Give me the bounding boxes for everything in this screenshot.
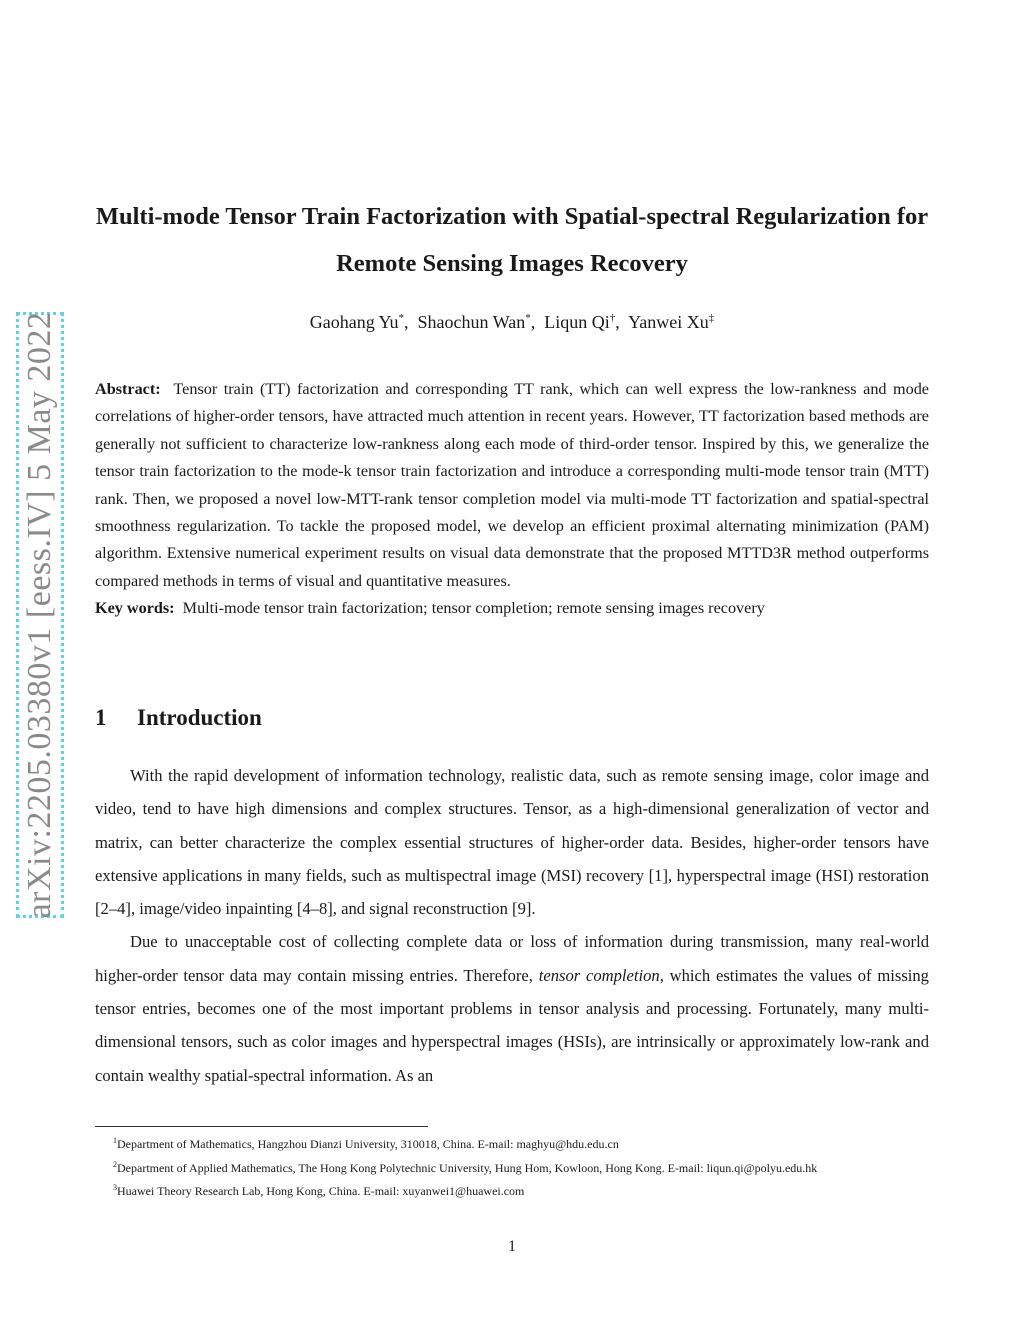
author-mark: *	[398, 312, 405, 324]
abstract-block	[95, 376, 929, 623]
footnote	[95, 1155, 929, 1179]
author-mark: †	[609, 312, 616, 324]
footnote-text: Department of Mathematics, Hangzhou Dianzi University, 310018, China. E-mail: maghyu@hdu.edu.cn	[117, 1137, 619, 1151]
intro-paragraph: With the rapid development of information technology, realistic data, such as remote sensing image, color image and video, tend to have high dimensions and complex structures. Tensor, as a high-dimensional generalization of vector and matrix, can better characterize the complex essential structures of higher-order data. Besides, higher-order tensors have extensive applications in many fields, such as multispectral image (MSI) recovery [1], hyperspectral image (HSI) restoration [2–4], image/video inpainting [4–8], and signal reconstruction [9].	[95, 766, 929, 919]
emphasized-term: tensor completion	[538, 965, 660, 985]
introduction-body	[95, 759, 929, 1092]
footnote-text: Huawei Theory Research Lab, Hong Kong, China. E-mail: xuyanwei1@huawei.com	[117, 1184, 525, 1198]
author-name: Yanwei Xu	[628, 312, 709, 332]
footnotes	[95, 1131, 929, 1202]
footnote	[95, 1131, 929, 1155]
intro-text: , which estimates the values of missing tensor entries, becomes one of the most important problems in tensor analysis and processing. Fortunately, many multi-dimensional tensors, such as color images and hyperspectral images (HSIs), are intrinsically or approximately low-rank and contain wealthy spatial-spectral information. As an	[95, 965, 929, 1085]
author-name: Gaohang Yu	[309, 312, 399, 332]
author-mark: ‡	[708, 312, 715, 324]
footnote-divider	[95, 1126, 428, 1127]
author-name: Liqun Qi	[544, 312, 610, 332]
keywords-text: Multi-mode tensor train factorization; tensor completion; remote sensing images recovery	[182, 599, 765, 618]
abstract-label: Abstract:	[95, 380, 161, 398]
keywords	[95, 595, 929, 622]
footnote-mark: 2	[113, 1159, 117, 1169]
footnote	[95, 1178, 929, 1202]
intro-text: Due to unacceptable cost of collecting complete data or loss of information during transmission, many real-world higher-order tensor data may contain missing entries. Therefore,	[95, 932, 929, 985]
author-mark: *	[525, 312, 531, 324]
author-list: Gaohang Yu*, Shaochun Wan*, Liqun Qi†, Yanwei Xu‡	[309, 312, 715, 332]
keywords-label: Key words:	[95, 599, 175, 618]
section-heading	[95, 705, 262, 731]
footnote-mark: 1	[113, 1136, 117, 1145]
page-number: 1	[508, 1238, 516, 1255]
arxiv-identifier: arXiv:2205.03380v1 [eess.IV] 5 May 2022	[21, 311, 58, 919]
intro-paragraph	[95, 925, 929, 1091]
section-title: Introduction	[137, 705, 262, 730]
paper-title: Multi-mode Tensor Train Factorization with Spatial-spectral Regularization for Remote Sensing Images Recovery	[95, 203, 929, 277]
author-name: Shaochun Wan	[417, 312, 526, 332]
abstract	[95, 376, 929, 595]
abstract-text: Tensor train (TT) factorization and corresponding TT rank, which can well express the low-rankness and mode correlations of higher-order tensors, have attracted much attention in recent years. However, TT factorization based methods are generally not sufficient to characterize low-rankness along each mode of third-order tensor. Inspired by this, we generalize the tensor train factorization to the mode-k tensor train factorization and introduce a corresponding multi-mode tensor train (MTT) rank. Then, we proposed a novel low-MTT-rank tensor completion model via multi-mode TT factorization and spatial-spectral smoothness regularization. To tackle the proposed model, we develop an efficient proximal alternating minimization (PAM) algorithm. Extensive numerical experiment results on visual data demonstrate that the proposed MTTD3R method outperforms compared methods in terms of visual and quantitative measures.	[95, 380, 929, 590]
section-number: 1	[95, 705, 107, 730]
arxiv-stamp	[16, 312, 64, 918]
footnote-text: Department of Applied Mathematics, The Hong Kong Polytechnic University, Hung Hom, Kowloon, Hong Kong. E-mail: liqun.qi@polyu.edu.hk	[117, 1160, 818, 1175]
footnote-mark: 3	[113, 1183, 117, 1192]
